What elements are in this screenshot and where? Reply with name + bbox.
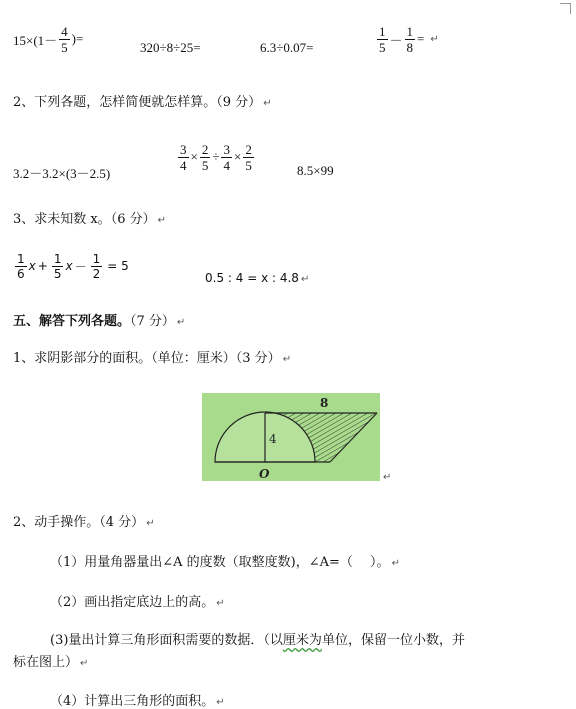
operator: ÷ xyxy=(212,149,220,164)
q2-expr2 xyxy=(176,135,256,179)
fraction xyxy=(221,143,232,172)
paragraph-mark-icon: ↵ xyxy=(391,558,400,569)
paragraph-mark-icon: ↵ xyxy=(300,274,310,285)
numerator: 1 xyxy=(53,251,62,266)
denominator: 5 xyxy=(53,266,62,281)
q3-title xyxy=(13,208,166,227)
paragraph-mark-icon: ↵ xyxy=(146,518,155,529)
row1-expr2: 320÷8÷25= xyxy=(140,40,201,55)
operator: － xyxy=(74,259,87,274)
expr1-suffix: )= xyxy=(71,31,84,46)
row1-expr4 xyxy=(375,17,439,61)
equation-rhs: = 5 xyxy=(107,259,129,273)
operator: × xyxy=(190,149,198,164)
paragraph-mark-icon: ↵ xyxy=(157,215,167,226)
denominator: 6 xyxy=(17,266,25,281)
operator: × xyxy=(233,149,242,164)
paragraph-mark-icon: ↵ xyxy=(176,317,186,328)
denominator: 5 xyxy=(201,157,209,173)
row1-expr3: 6.3÷0.07= xyxy=(260,40,314,55)
item-text: （4）计算出三角形的面积。 xyxy=(50,694,215,709)
operator: － xyxy=(389,32,403,48)
denominator: 4 xyxy=(223,157,230,173)
fraction xyxy=(243,143,254,172)
q5-2-item-4 xyxy=(50,690,225,709)
q5-2-item-3 xyxy=(50,629,465,648)
label-top: 8 xyxy=(320,396,329,410)
item-text: (3)量出计算三角形面积需要的数据．（以 xyxy=(50,633,283,648)
q5-1-title xyxy=(13,347,291,366)
q3-eq1 xyxy=(13,244,129,288)
item-text: 单位，保留一位小数，并 xyxy=(321,633,465,648)
q2-title xyxy=(13,91,272,110)
variable: x xyxy=(28,259,36,273)
item-text: 标在图上） xyxy=(13,655,79,670)
fraction xyxy=(200,143,211,172)
row1-expr1 xyxy=(13,17,83,61)
q5-2-title xyxy=(13,511,155,530)
numerator: 1 xyxy=(92,251,101,266)
page-corner-mark xyxy=(560,3,571,14)
q5-2-item-3-cont xyxy=(13,651,88,670)
q5-1-title-text: 1、求阴影部分的面积。（单位：厘米）（3 分） xyxy=(13,351,281,366)
fraction xyxy=(15,253,27,280)
numerator: 3 xyxy=(223,141,230,157)
paragraph-mark-icon: ↵ xyxy=(216,697,225,708)
denominator: 2 xyxy=(92,266,101,281)
numerator: 1 xyxy=(379,23,386,39)
section5-title xyxy=(13,310,185,329)
denominator: 8 xyxy=(406,39,414,55)
q5-2-title-text: 2、动手操作。（4 分） xyxy=(13,515,145,530)
q3-title-text: 3、求未知数 x。（6 分） xyxy=(13,212,156,227)
paragraph-mark-icon: ↵ xyxy=(430,33,439,45)
fraction xyxy=(52,253,64,280)
q5-2-item-2 xyxy=(50,591,225,610)
paragraph-mark-icon: ↵ xyxy=(80,658,89,669)
q2-expr3: 8.5×99 xyxy=(297,163,334,178)
fraction xyxy=(377,25,388,54)
item-text-underlined: 厘米为 xyxy=(282,633,322,648)
numerator: 1 xyxy=(17,251,25,266)
numerator: 3 xyxy=(180,141,187,157)
denominator: 4 xyxy=(180,157,187,173)
label-radius: 4 xyxy=(269,432,277,446)
numerator: 1 xyxy=(406,23,414,39)
fraction xyxy=(405,25,416,54)
variable: x xyxy=(65,259,73,273)
numerator: 2 xyxy=(245,141,252,157)
paragraph-mark-icon: ↵ xyxy=(282,354,292,365)
fraction xyxy=(91,253,103,280)
equals-sign: = xyxy=(417,31,425,46)
shaded-area-figure xyxy=(202,393,380,481)
numerator: 4 xyxy=(61,23,68,39)
denominator: 5 xyxy=(61,39,68,55)
paragraph-mark-icon: ↵ xyxy=(383,472,392,483)
section5-heading: 五、解答下列各题。 xyxy=(13,314,131,329)
q3-eq2 xyxy=(205,271,309,285)
paragraph-mark-icon: ↵ xyxy=(263,98,272,109)
fraction xyxy=(59,25,70,54)
label-center: O xyxy=(259,467,270,481)
q5-2-item-1 xyxy=(50,551,400,570)
ratio-equation: 0.5 : 4 = x : 4.8 xyxy=(205,271,299,285)
paragraph-mark-icon: ↵ xyxy=(216,598,225,609)
denominator: 5 xyxy=(245,157,252,173)
fraction xyxy=(178,143,189,172)
q2-title-text: 2、下列各题，怎样简便就怎样算。（9 分） xyxy=(13,95,262,110)
q2-expr1: 3.2－3.2×(3－2.5) xyxy=(13,166,111,181)
item-text: （2）画出指定底边上的高。 xyxy=(50,595,215,610)
numerator: 2 xyxy=(201,141,209,157)
section5-points: （7 分） xyxy=(130,314,175,329)
denominator: 5 xyxy=(379,39,386,55)
item-text: （1）用量角器量出∠A 的度数（取整度数)，∠A=（ ）。 xyxy=(50,555,390,570)
operator: + xyxy=(37,259,48,273)
expr1-prefix: 15×(1－ xyxy=(13,32,58,48)
figure-svg xyxy=(202,393,380,481)
